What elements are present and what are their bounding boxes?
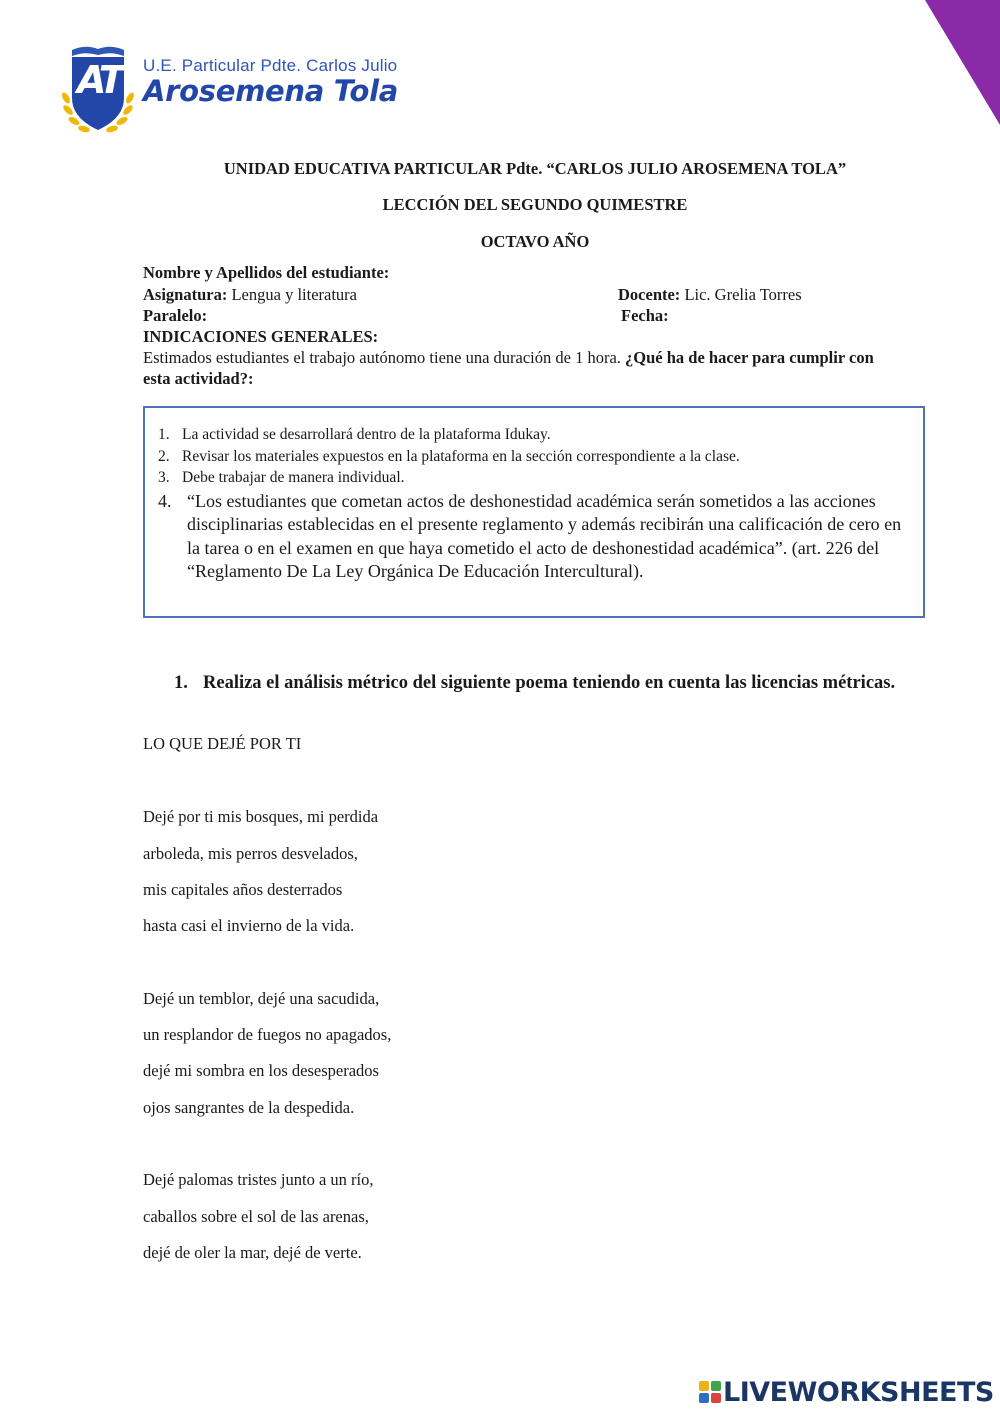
instruction-number: 3. [158, 469, 170, 486]
instructions-box [143, 406, 925, 618]
logo-line-1: U.E. Particular Pdte. Carlos Julio [143, 56, 398, 75]
grade-heading: OCTAVO AÑO [480, 232, 590, 251]
teacher-value: Lic. Grelia Torres [684, 285, 802, 304]
poem-verse: Dejé por ti mis bosques, mi perdida [143, 807, 379, 826]
liveworksheets-logo[interactable] [699, 1376, 999, 1410]
poem-verse: Dejé un temblor, dejé una sacudida, [143, 989, 380, 1008]
general-instructions-label: INDICACIONES GENERALES: [143, 327, 379, 346]
teacher-label: Docente: [618, 285, 681, 304]
instruction-item [158, 490, 918, 583]
subject-row [143, 285, 357, 305]
question-text: Realiza el análisis métrico del siguiente poema teniendo en cuenta las licencias métricas. [203, 673, 896, 693]
liveworksheets-text: LIVEWORKSHEETS [723, 1377, 994, 1408]
instruction-text: Debe trabajar de manera individual. [182, 469, 405, 486]
poem-title: LO QUE DEJÉ POR TI [143, 734, 302, 753]
instruction-item [158, 424, 551, 445]
intro-paragraph [143, 347, 903, 389]
instruction-number: 1. [158, 426, 170, 443]
section-label: Paralelo: [143, 306, 208, 325]
subject-value: Lengua y literatura [231, 285, 357, 304]
poem-verse: hasta casi el invierno de la vida. [143, 916, 355, 935]
question-1 [174, 672, 914, 695]
instruction-number: 2. [158, 448, 170, 465]
instruction-number: 4. [158, 491, 172, 511]
poem-verse: mis capitales años desterrados [143, 880, 343, 899]
liveworksheets-icon [699, 1381, 721, 1405]
student-name-label: Nombre y Apellidos del estudiante: [143, 263, 390, 282]
instruction-text: Revisar los materiales expuestos en la plataforma en la sección correspondiente a la clase. [182, 448, 740, 465]
subject-label: Asignatura: [143, 285, 228, 304]
poem-verse: ojos sangrantes de la despedida. [143, 1098, 355, 1117]
page-subtitle: LECCIÓN DEL SEGUNDO QUIMESTRE [382, 195, 688, 214]
poem-verse: caballos sobre el sol de las arenas, [143, 1207, 369, 1226]
poem-verse: un resplandor de fuegos no apagados, [143, 1025, 392, 1044]
instruction-item [158, 467, 405, 488]
teacher-row [618, 285, 802, 305]
poem-verse: dejé de oler la mar, dejé de verte. [143, 1243, 362, 1262]
intro-question: ¿Qué ha de hacer para cumplir con esta actividad?: [143, 348, 874, 388]
logo-line-2: Arosemena Tola [143, 74, 399, 108]
date-label: Fecha: [621, 306, 669, 325]
instruction-text: La actividad se desarrollará dentro de la plataforma Idukay. [182, 426, 551, 443]
instruction-text: “Los estudiantes que cometan actos de deshonestidad académica serán sometidos a las acciones disciplinarias establecidas en el presente reglamento y además recibirán una calificación de cero en la tarea o en el examen en que haya cometido el acto de deshonestidad académica”. (art. 226 del “Reglamento De La Ley Orgánica De Educación Intercultural). [187, 491, 902, 581]
poem-verse: arboleda, mis perros desvelados, [143, 844, 358, 863]
page-title: UNIDAD EDUCATIVA PARTICULAR Pdte. “CARLOS JULIO AROSEMENA TOLA” [223, 159, 847, 178]
corner-decoration [925, 0, 1000, 125]
poem-verse: dejé mi sombra en los desesperados [143, 1061, 379, 1080]
logo-initials: AT [77, 58, 121, 102]
intro-text: Estimados estudiantes el trabajo autónomo tiene una duración de 1 hora. [143, 348, 621, 367]
poem-verse: Dejé palomas tristes junto a un río, [143, 1170, 374, 1189]
instruction-item [158, 446, 740, 467]
question-number: 1. [174, 673, 188, 693]
